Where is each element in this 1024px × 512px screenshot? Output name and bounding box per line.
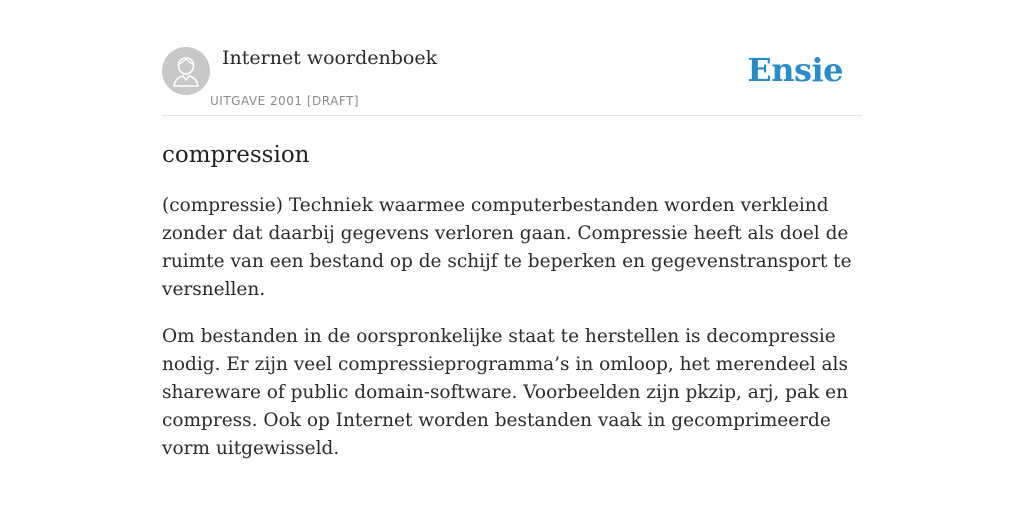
entry-term: compression — [162, 142, 310, 168]
entry-paragraph: (compressie) Techniek waarmee computerbestanden worden verkleind zonder dat daarbij gegevens verloren gaan. Compressie heeft als doel de ruimte van een bestand op de schijf te beperken en gegevenstransport te versnellen. — [162, 195, 852, 300]
page — [162, 0, 862, 463]
user-icon — [162, 47, 210, 95]
edition-label: UITGAVE 2001 [DRAFT] — [210, 94, 360, 108]
avatar[interactable] — [162, 47, 210, 95]
book-title[interactable]: Internet woordenboek — [222, 47, 438, 69]
header — [162, 47, 862, 116]
entry-paragraph: Om bestanden in de oorspronkelijke staat te herstellen is decompressie nodig. Er zijn veel compressieprogramma’s in omloop, het merendeel als shareware of public domain-software. Voorbeelden zijn pkzip, arj, pak en compress. Ook op Internet worden bestanden vaak in gecomprimeerde vorm uitgewisseld. — [162, 326, 849, 459]
brand-logo[interactable]: Ensie — [747, 51, 843, 89]
